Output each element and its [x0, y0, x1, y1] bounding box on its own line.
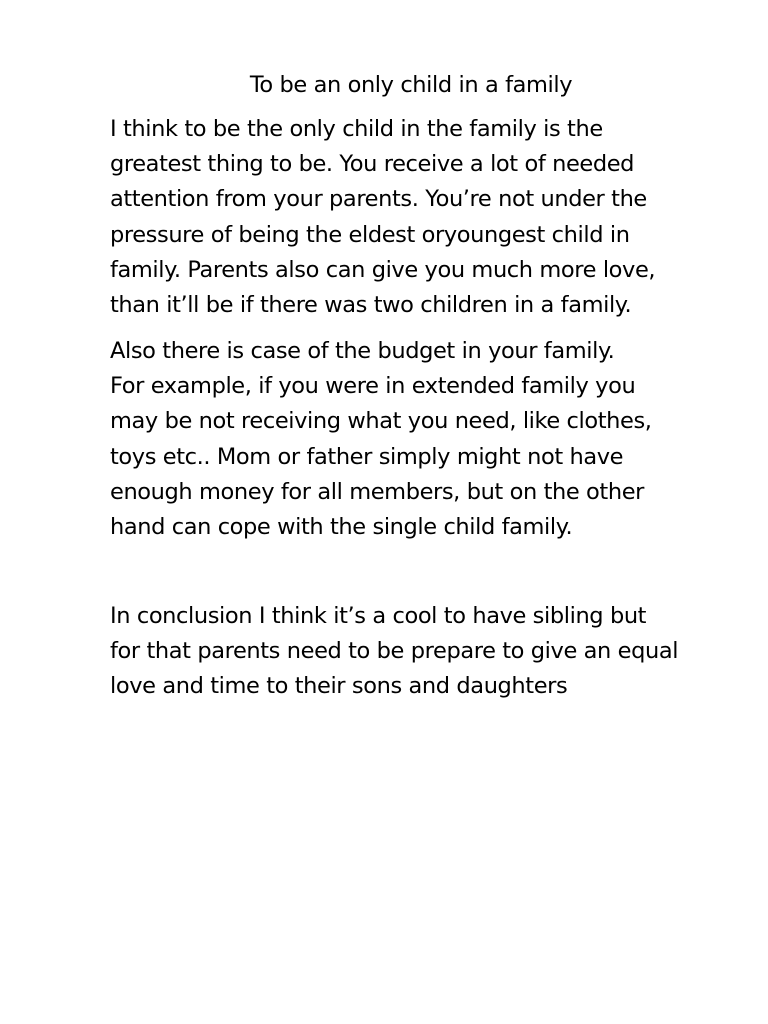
paragraph-line: For example, if you were in extended family you — [110, 373, 636, 400]
paragraph-line: In conclusion I think it’s a cool to have sibling but — [110, 603, 647, 629]
paragraph-conclusion — [110, 599, 750, 705]
paragraph-line: hand can cope with the single child family. — [110, 514, 573, 541]
paragraph-line: enough money for all members, but on the other — [110, 478, 645, 505]
paragraph-line: greatest thing to be. You receive a lot of needed — [110, 151, 635, 178]
paragraph-line: may be not receiving what you need, like clothes, — [110, 408, 652, 435]
paragraph-line: pressure of being the eldest oryoungest child in — [110, 221, 630, 248]
paragraph-intro — [110, 112, 750, 323]
paragraph-budget — [110, 334, 750, 545]
document-title: To be an only child in a family — [249, 72, 573, 98]
paragraph-line: I think to be the only child in the family is the — [110, 116, 603, 142]
paragraph-line: than it’ll be if there was two children in a family. — [110, 292, 632, 319]
paragraph-line: Also there is case of the budget in your family. — [110, 338, 615, 364]
paragraph-line: family. Parents also can give you much more love, — [110, 256, 656, 283]
paragraph-line: toys etc.. Mom or father simply might not have — [110, 443, 624, 470]
paragraph-line: love and time to their sons and daughters — [110, 673, 568, 700]
paragraph-line: for that parents need to be prepare to give an equal — [110, 638, 679, 665]
paragraph-line: attention from your parents. You’re not under the — [110, 186, 647, 213]
